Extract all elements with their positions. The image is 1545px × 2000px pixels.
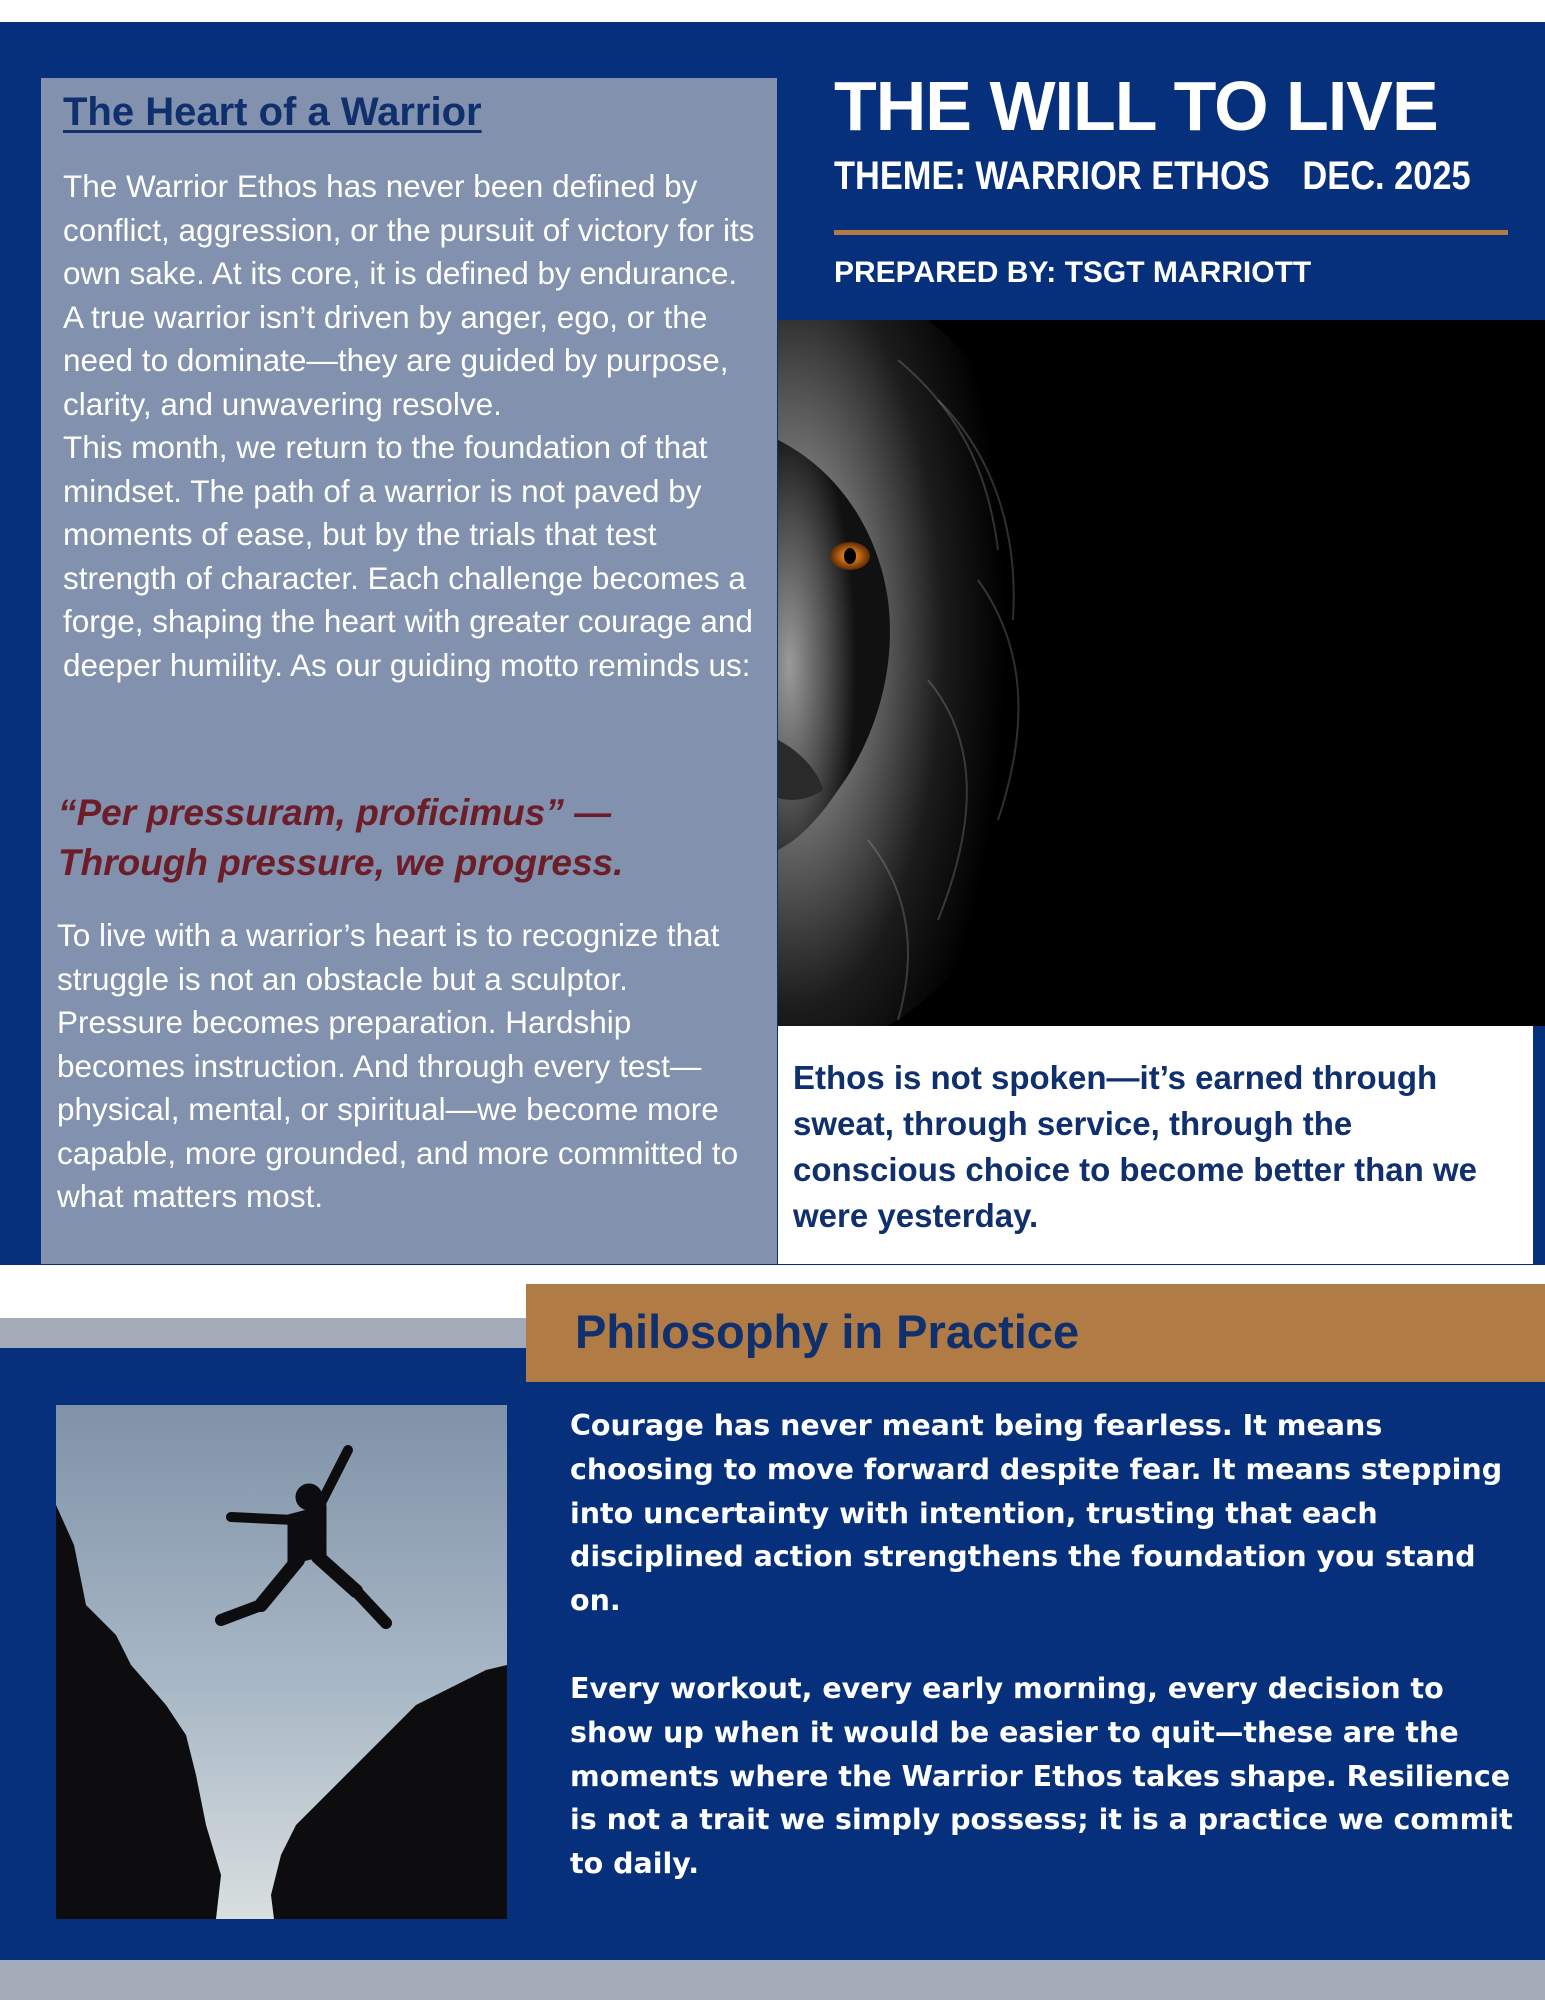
newsletter-title: THE WILL TO LIVE xyxy=(834,67,1438,145)
issue-date: DEC. 2025 xyxy=(1302,154,1471,198)
motto xyxy=(58,788,758,888)
theme-line xyxy=(834,152,1471,200)
intro-paragraph-3: To live with a warrior’s heart is to recognize that struggle is not an obstacle but a sculptor. Pressure becomes preparation. Hardship becomes instruction. And through every test—physical, mental, or spiritual—we become more capable, more grounded, and more committed to what matters most. xyxy=(57,917,739,1214)
motto-latin: “Per pressuram, proficimus” — xyxy=(58,792,612,833)
intro-paragraph-2: This month, we return to the foundation of that mindset. The path of a warrior is not paved by moments of ease, but by the trials that test strength of character. Each challenge becomes a forge, shaping the heart with greater courage and deeper humility. As our guiding motto reminds us: xyxy=(63,429,753,683)
footer-strip xyxy=(0,1960,1545,2000)
quote-text: Ethos is not spoken—it’s earned through sweat, through service, through the conscious choice to become better than we were yesterday. xyxy=(793,1059,1477,1234)
header-divider xyxy=(834,230,1508,235)
intro-paragraph-1: The Warrior Ethos has never been defined by conflict, aggression, or the pursuit of victory for its own sake. At its core, it is defined by endurance. A true warrior isn’t driven by anger, ego, or the need to dominate—they are guided by purpose, clarity, and unwavering resolve. xyxy=(63,168,755,422)
lion-photo xyxy=(778,320,1545,1026)
prepared-by: PREPARED BY: TSGT MARRIOTT xyxy=(834,256,1312,289)
theme-label: THEME: WARRIOR ETHOS xyxy=(834,154,1270,198)
intro-paragraphs xyxy=(63,165,763,687)
gray-accent-strip xyxy=(0,1318,530,1348)
practice-paragraph-2: Every workout, every early morning, every decision to show up when it would be easier to quit—these are the moments where the Warrior Ethos takes shape. Resilience is not a trait we simply possess; it is a practice we commit to daily. xyxy=(570,1672,1513,1881)
practice-paragraph-1: Courage has never meant being fearless. It means choosing to move forward despite fear. It means stepping into uncertainty with intention, trusting that each disciplined action strengthens the foundation you stand on. xyxy=(570,1409,1503,1618)
intro-title: The Heart of a Warrior xyxy=(63,90,482,134)
motto-translation: Through pressure, we progress. xyxy=(58,842,624,883)
cliff-jump-photo xyxy=(56,1405,507,1919)
practice-title: Philosophy in Practice xyxy=(575,1305,1080,1358)
